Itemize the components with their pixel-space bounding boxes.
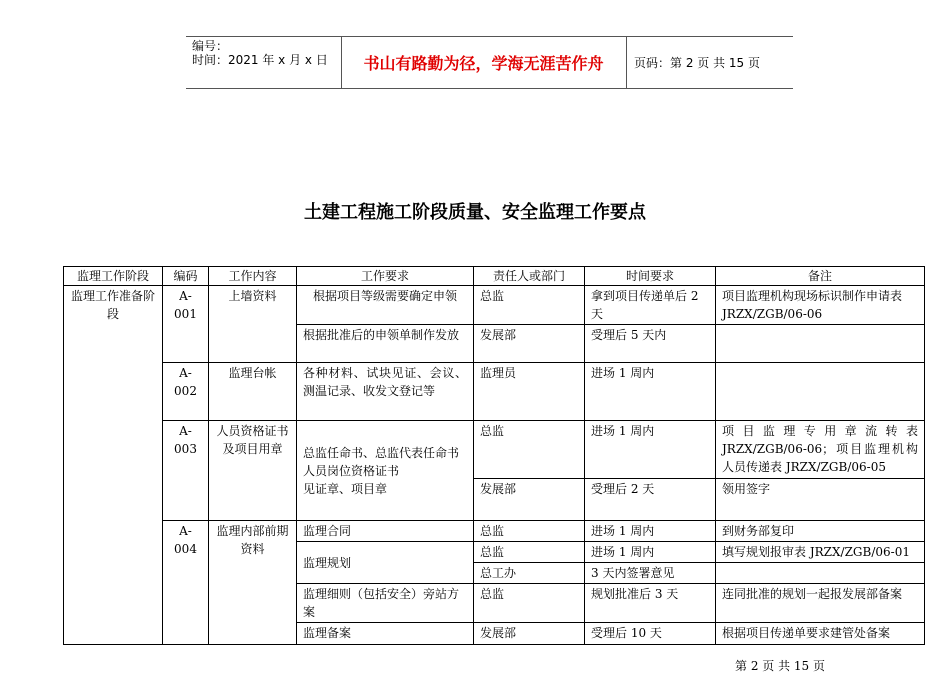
time-cell: 规划批准后 3 天 [585,584,716,623]
time-cell: 拿到项目传递单后 2 天 [585,286,716,325]
column-header: 时间要求 [585,267,716,286]
requirement-line: 总监任命书、总监代表任命书 [303,445,460,460]
responsible-cell: 总监 [474,584,585,623]
note-cell: 项目监理专用章流转表 JRZX/ZGB/06-06；项目监理机构人员传递表 JRZX/ZGB/06-05 [716,421,925,479]
page-footer: 第 2 页 共 15 页 [735,659,825,673]
note-cell [716,363,925,421]
time-cell: 受理后 5 天内 [585,325,716,363]
table-header-row [64,267,925,286]
content-cell: 人员资格证书及项目用章 [209,421,297,521]
time-cell: 进场 1 周内 [585,363,716,421]
document-date: 时间：2021 年 x 月 x 日 [192,53,328,67]
table-row [64,363,925,421]
note-cell: 填写规划报审表 JRZX/ZGB/06-01 [716,542,925,563]
requirement-cell: 根据项目等级需要确定申领 [297,286,474,325]
responsible-cell: 发展部 [474,479,585,521]
responsible-cell: 总监 [474,286,585,325]
requirement-cell: 监理合同 [297,521,474,542]
note-cell [716,325,925,363]
note-cell: 到财务部复印 [716,521,925,542]
column-header: 责任人或部门 [474,267,585,286]
time-cell: 受理后 10 天 [585,623,716,645]
responsible-cell: 总工办 [474,563,585,584]
responsible-cell: 总监 [474,521,585,542]
responsible-cell: 总监 [474,542,585,563]
note-cell: 根据项目传递单要求建管处备案 [716,623,925,645]
time-cell: 进场 1 周内 [585,421,716,479]
column-header: 监理工作阶段 [64,267,163,286]
column-header: 工作要求 [297,267,474,286]
requirement-cell [297,421,474,521]
work-points-table [63,266,925,645]
requirement-cell: 监理备案 [297,623,474,645]
column-header: 编码 [163,267,209,286]
requirement-cell: 监理细则（包括安全）旁站方案 [297,584,474,623]
requirement-line: 见证章、项目章 [303,481,388,496]
column-header: 工作内容 [209,267,297,286]
stage-cell: 监理工作准备阶段 [64,286,163,645]
table-row [64,421,925,479]
note-cell: 领用签字 [716,479,925,521]
table-row [64,286,925,325]
content-cell: 监理内部前期资料 [209,521,297,645]
requirement-cell: 各种材料、试块见证、会议、测温记录、收发文登记等 [297,363,474,421]
header-page-number: 页码：第 2 页 共 15 页 [634,56,760,70]
header-meta [192,39,328,67]
note-cell [716,563,925,584]
content-cell: 监理台帐 [209,363,297,421]
code-cell: A-003 [163,421,209,521]
document-code-label: 编号： [192,39,229,53]
header-divider [626,37,627,88]
responsible-cell: 总监 [474,421,585,479]
document-title: 土建工程施工阶段质量、安全监理工作要点 [304,202,646,223]
requirement-line: 人员岗位资格证书 [303,463,400,478]
column-header: 备注 [716,267,925,286]
header-motto: 书山有路勤为径，学海无涯苦作舟 [363,54,604,73]
page-header [186,36,793,89]
requirement-cell: 根据批准后的申领单制作发放 [297,325,474,363]
table-row [64,521,925,542]
responsible-cell: 监理员 [474,363,585,421]
time-cell: 受理后 2 天 [585,479,716,521]
code-cell: A-002 [163,363,209,421]
content-cell: 上墙资料 [209,286,297,363]
time-cell: 3 天内签署意见 [585,563,716,584]
responsible-cell: 发展部 [474,623,585,645]
code-cell: A-001 [163,286,209,363]
code-cell: A-004 [163,521,209,645]
time-cell: 进场 1 周内 [585,542,716,563]
time-cell: 进场 1 周内 [585,521,716,542]
note-cell: 项目监理机构现场标识制作申请表 JRZX/ZGB/06-06 [716,286,925,325]
requirement-cell: 监理规划 [297,542,474,584]
note-cell: 连同批准的规划一起报发展部备案 [716,584,925,623]
responsible-cell: 发展部 [474,325,585,363]
